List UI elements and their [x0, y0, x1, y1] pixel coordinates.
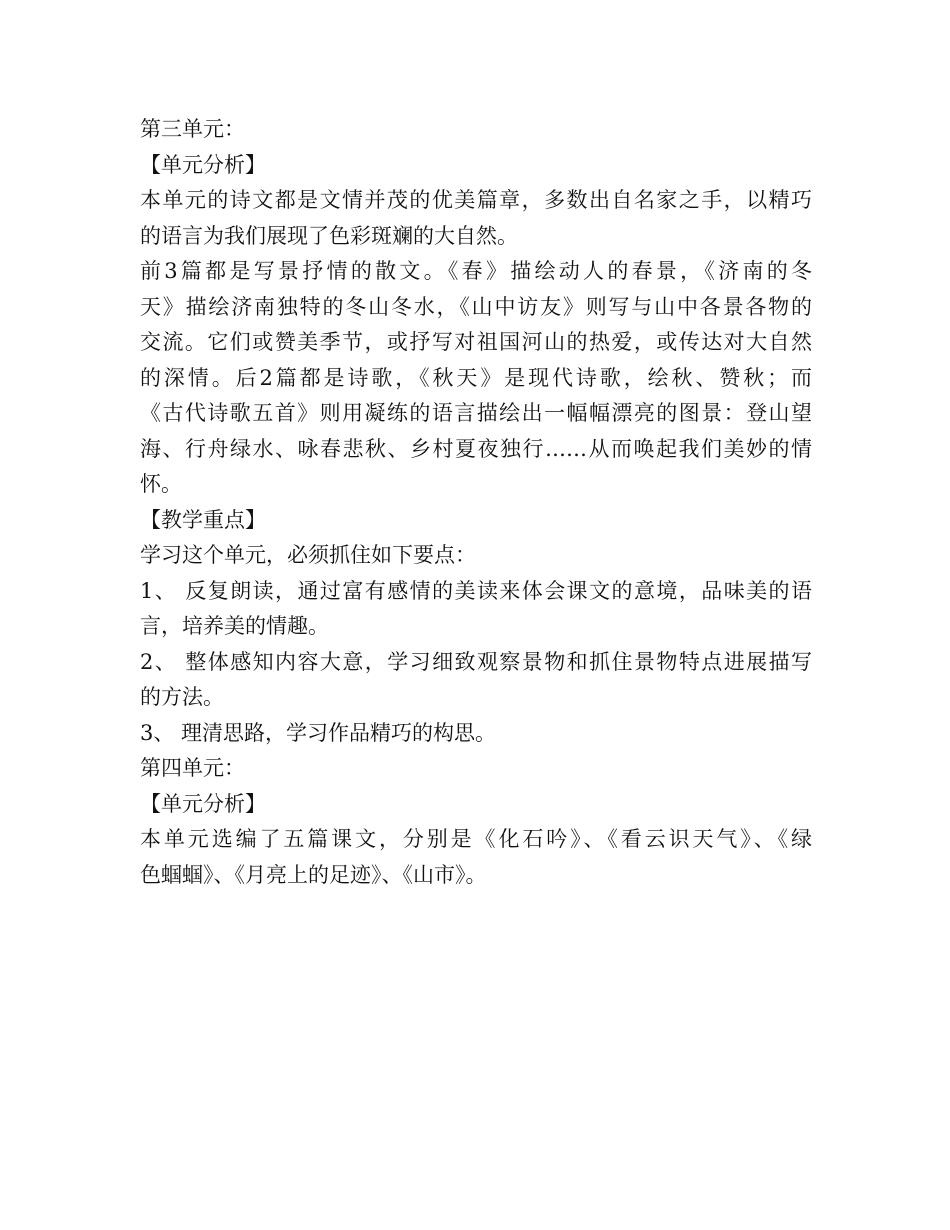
paragraph-line: 海、行舟绿水、咏春悲秋、乡村夏夜独行……从而唤起我们美妙的情 [140, 436, 812, 461]
unit-analysis-heading: 【单元分析】 [140, 152, 266, 177]
list-item: 3、 理清思路，学习作品精巧的构思。 [140, 720, 497, 745]
unit-three-heading: 第三单元： [140, 117, 245, 141]
list-item-continuation: 的方法。 [140, 685, 224, 709]
document-page [140, 112, 812, 893]
paragraph-line: 交流。它们或赞美季节，或抒写对祖国河山的热爱，或传达对大自然 [140, 330, 812, 354]
paragraph-line: 《古代诗歌五首》则用凝练的语言描绘出一幅幅漂亮的图景：登山望 [140, 401, 812, 425]
list-item: 1、 反复朗读，通过富有感情的美读来体会课文的意境，品味美的语 [140, 578, 812, 603]
paragraph-line: 的语言为我们展现了色彩斑斓的大自然。 [140, 223, 518, 248]
list-item-continuation: 言，培养美的情趣。 [140, 614, 329, 638]
paragraph-line: 本单元的诗文都是文情并茂的优美篇章，多数出自名家之手，以精巧 [140, 188, 812, 212]
paragraph-line: 本单元选编了五篇课文，分别是《化石吟》、《看云识天气》、《绿 [140, 827, 812, 851]
unit-analysis-heading: 【单元分析】 [140, 791, 266, 816]
list-item: 2、 整体感知内容大意，学习细致观察景物和抓住景物特点进展描写 [140, 649, 812, 674]
paragraph-line: 色蝈蝈》、《月亮上的足迹》、《山市》。 [140, 862, 487, 887]
paragraph-line: 的深情。后2篇都是诗歌，《秋天》是现代诗歌，绘秋、赞秋；而 [140, 365, 812, 390]
paragraph-line: 天》描绘济南独特的冬山冬水，《山中访友》则写与山中各景各物的 [140, 294, 812, 319]
paragraph-line: 怀。 [140, 472, 182, 496]
paragraph-line: 前3篇都是写景抒情的散文。《春》描绘动人的春景，《济南的冬 [140, 259, 812, 283]
teaching-focus-heading: 【教学重点】 [140, 507, 266, 532]
paragraph-line: 学习这个单元，必须抓住如下要点： [140, 543, 476, 567]
unit-four-heading: 第四单元： [140, 756, 245, 780]
